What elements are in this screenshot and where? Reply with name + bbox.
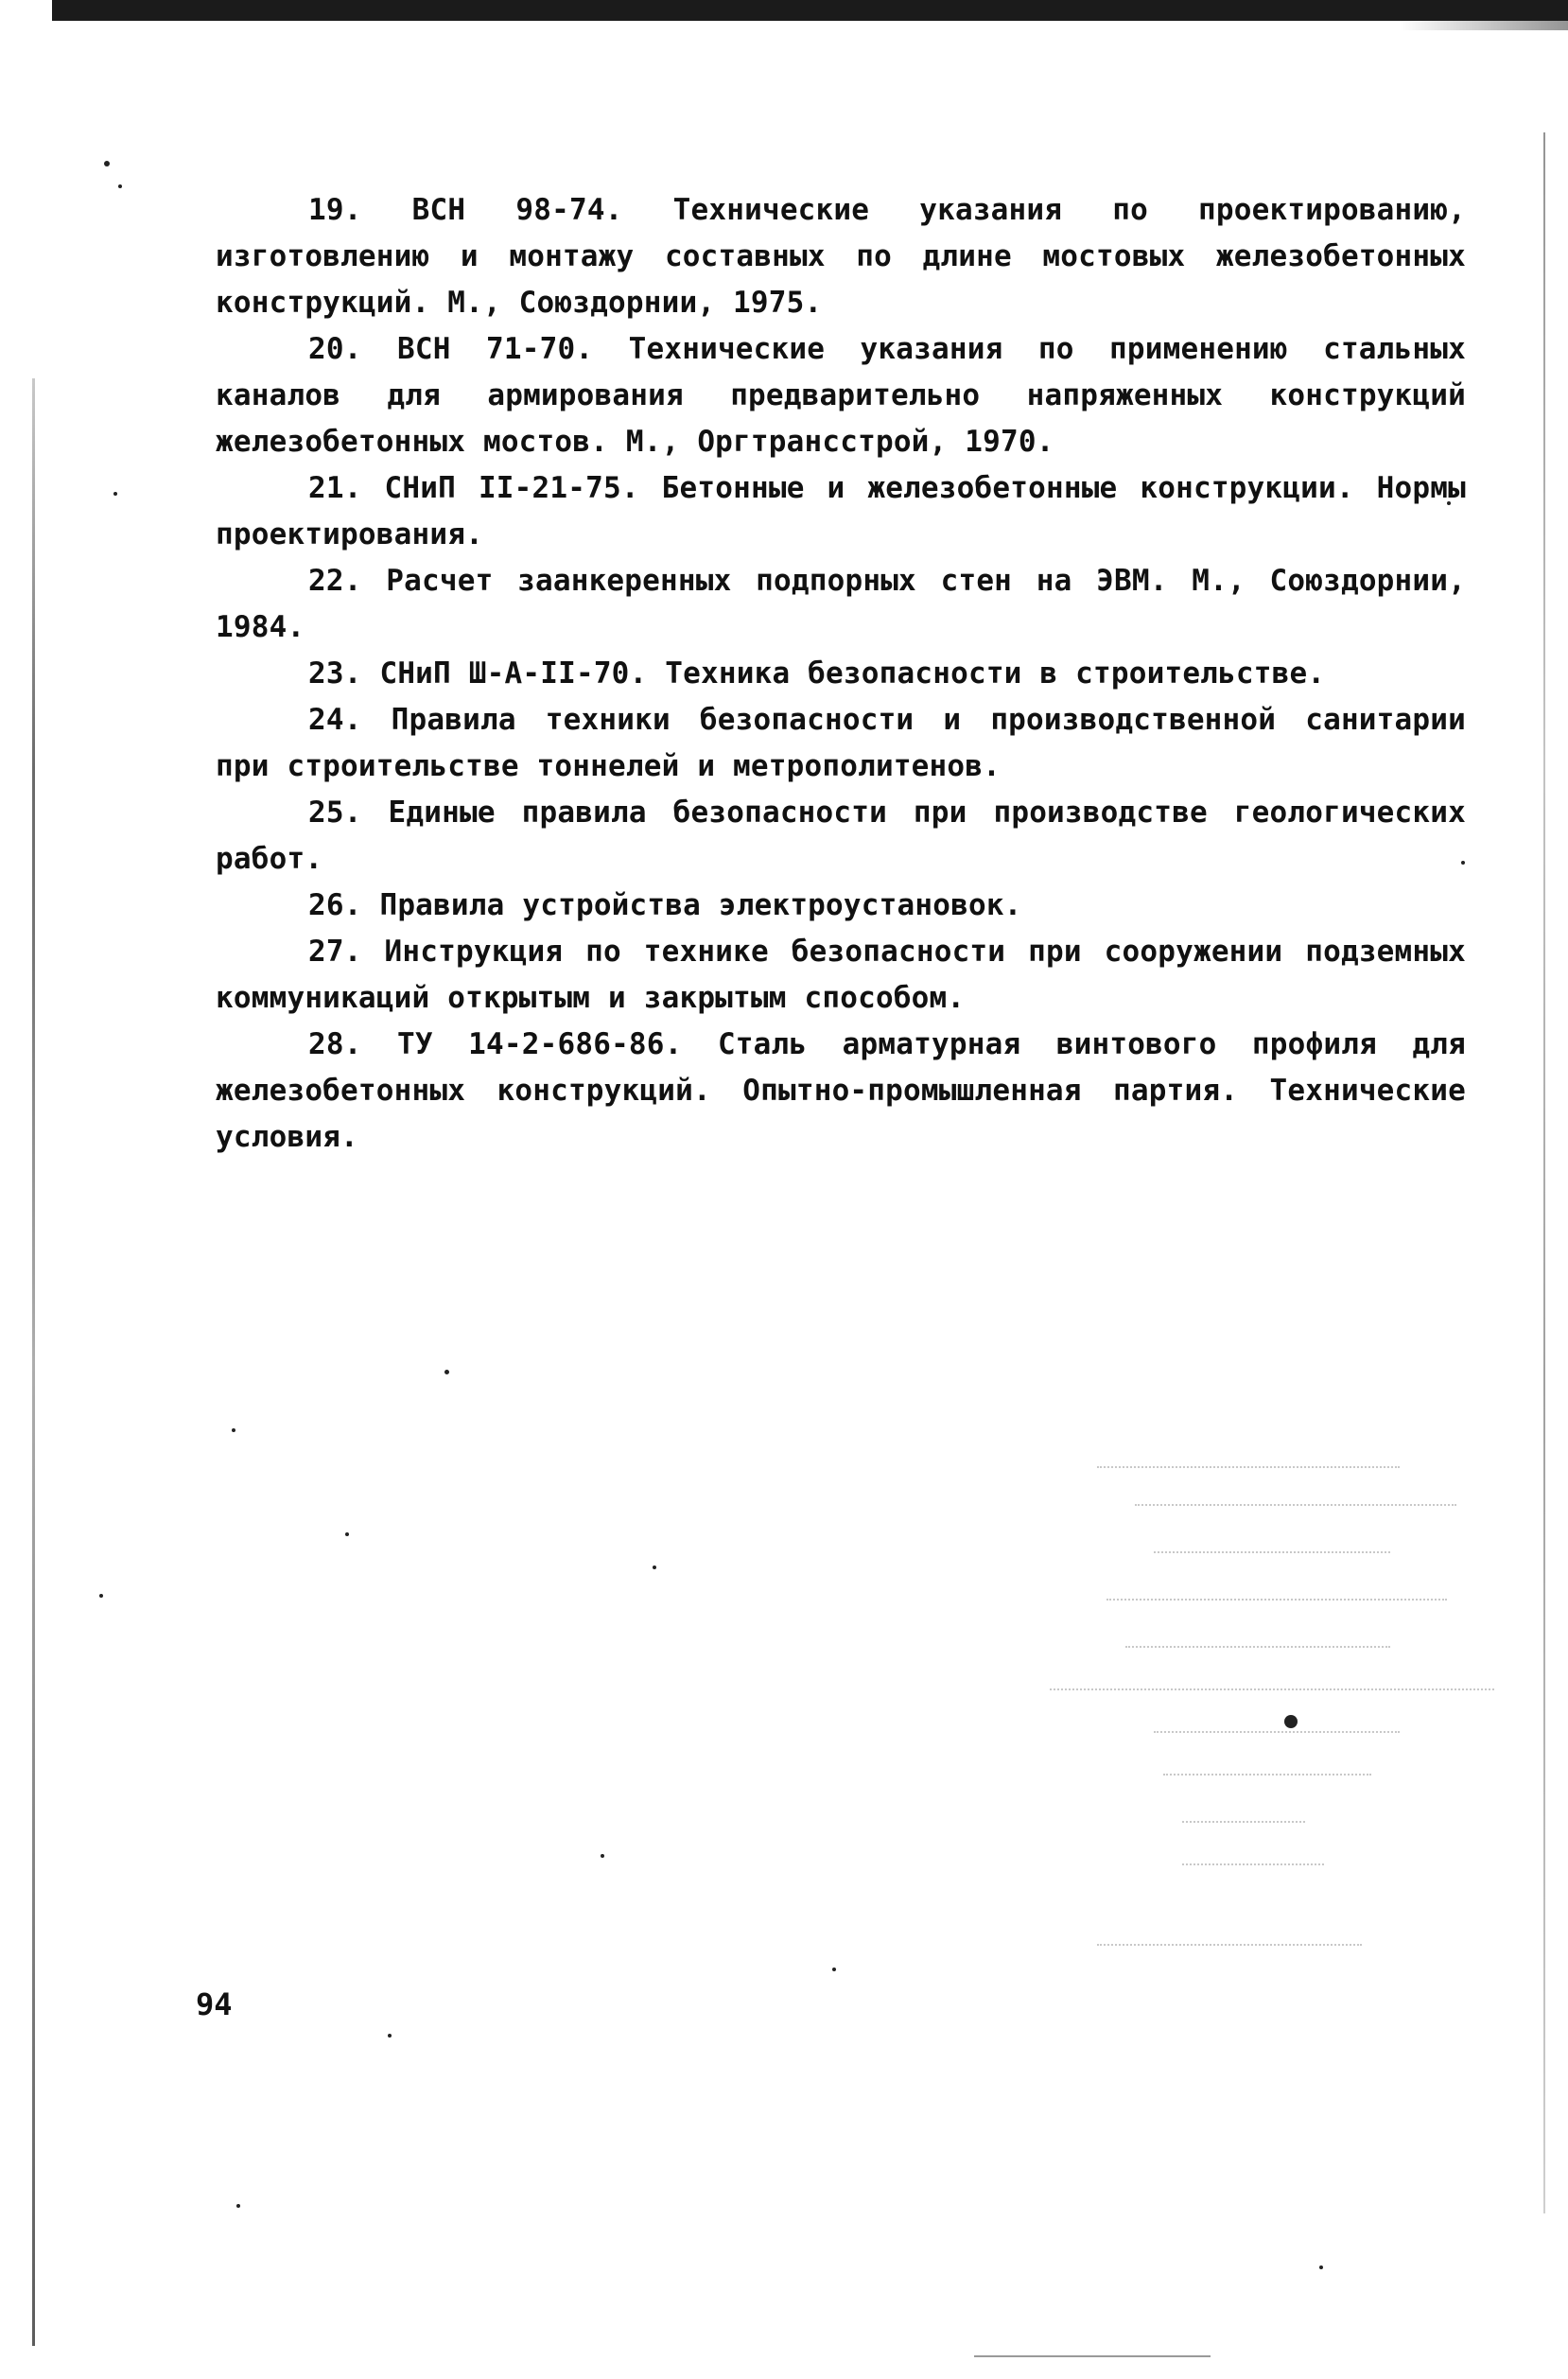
scan-bottom-mark: [974, 2355, 1211, 2357]
dust-speck: [104, 161, 110, 166]
page-number: 94: [196, 1986, 233, 2022]
scan-top-border: [52, 0, 1568, 21]
dust-speck: [444, 1370, 449, 1374]
dust-speck: [113, 492, 117, 496]
scan-left-edge: [32, 378, 35, 2346]
reference-item: 25. Единые правила безопасности при производстве геологических работ.: [216, 796, 1466, 876]
dust-speck: [388, 2034, 392, 2038]
scan-top-border-fade: [1400, 21, 1568, 30]
reference-item: 20. ВСН 71-70. Технические указания по применению стальных каналов для армирования предварительно напряженных конструкций железобетонных мостов. М., Оргтрансстрой, 1970.: [216, 332, 1466, 459]
scan-right-edge: [1543, 132, 1545, 2213]
reference-item: 24. Правила техники безопасности и производственной санитарии при строительстве тоннелей и метрополитенов.: [216, 703, 1466, 783]
dust-speck: [99, 1594, 103, 1598]
ink-blot: [1284, 1715, 1298, 1728]
bleed-through-text: [993, 1447, 1523, 1977]
dust-speck: [653, 1566, 656, 1569]
reference-list: [216, 187, 1466, 1161]
reference-item: 22. Расчет заанкеренных подпорных стен на ЭВМ. М., Союздорнии, 1984.: [216, 564, 1466, 644]
reference-item: 19. ВСН 98-74. Технические указания по проектированию, изготовлению и монтажу составных по длине мостовых железобетонных конструкций. М., Союздорнии, 1975.: [216, 193, 1466, 320]
dust-speck: [236, 2204, 240, 2208]
reference-item: 23. СНиП Ш-А-II-70. Техника безопасности в строительстве.: [308, 656, 1326, 691]
reference-item: 27. Инструкция по технике безопасности при сооружении подземных коммуникаций открытым и закрытым способом.: [216, 935, 1466, 1015]
dust-speck: [345, 1532, 349, 1536]
reference-item: 26. Правила устройства электроустановок.: [308, 888, 1022, 922]
dust-speck: [832, 1968, 836, 1971]
reference-item: 21. СНиП II-21-75. Бетонные и железобетонные конструкции. Нормы проектирования.: [216, 471, 1466, 551]
dust-speck: [601, 1854, 604, 1858]
dust-speck: [232, 1428, 235, 1432]
dust-speck: [1319, 2265, 1323, 2269]
dust-speck: [118, 184, 122, 188]
reference-item: 28. ТУ 14-2-686-86. Сталь арматурная винтового профиля для железобетонных конструкций. Опытно-промышленная партия. Технические условия.: [216, 1027, 1466, 1154]
